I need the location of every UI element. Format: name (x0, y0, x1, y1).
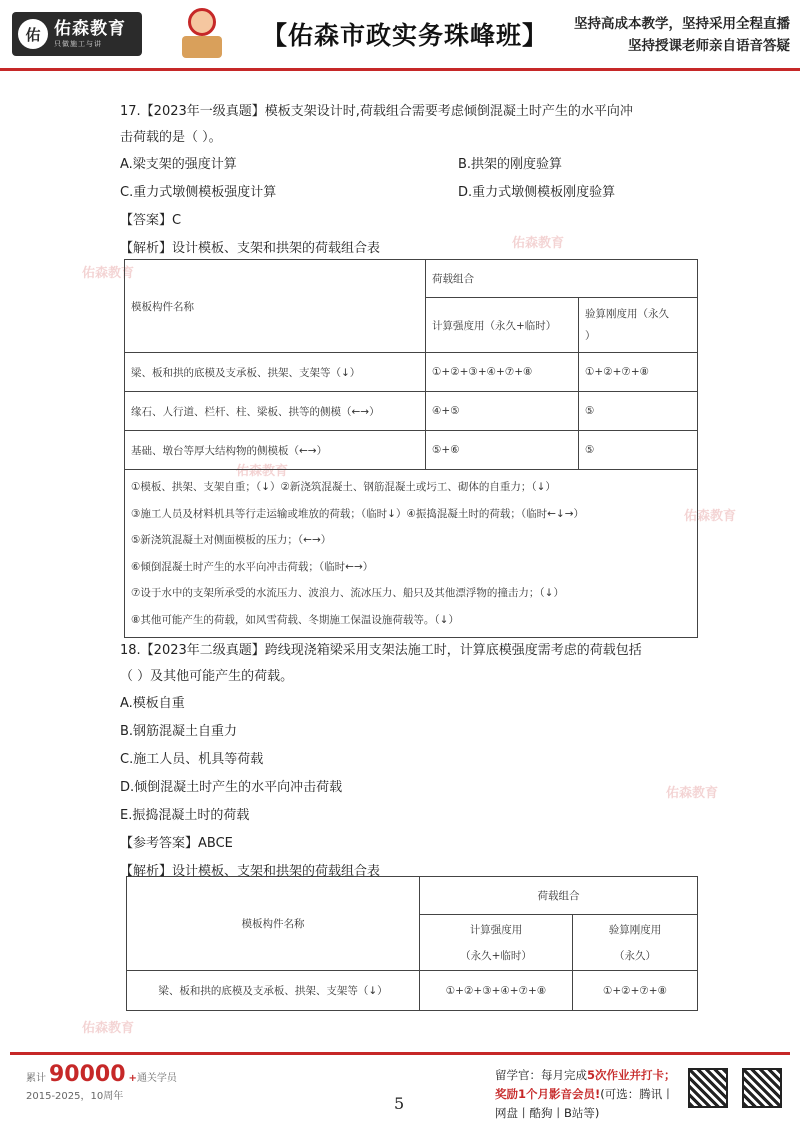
table2-header-stiffness-sub: （永久） (614, 949, 656, 962)
promo-highlight-1: 5次作业并打卡； (587, 1068, 676, 1082)
q17-option-a: A.梁支架的强度计算 (120, 157, 237, 172)
table2-header-strength-sub: （永久+临时） (460, 949, 532, 962)
table2-header-stiffness: 验算刚度用 (608, 923, 662, 936)
load-combination-table-2 (126, 876, 698, 1011)
watermark: 佑森教育 (684, 509, 737, 524)
table1-row2-name: 缘石、人行道、栏杆、柱、梁板、拱等的侧模（←→） (125, 392, 426, 431)
table1-note-3: ⑤新浇筑混凝土对侧面模板的压力；（←→） (131, 534, 332, 546)
table1-header-stiffness: 验算刚度用（永久 (585, 308, 669, 320)
table-row (127, 971, 698, 1011)
table1-note-2: ③施工人员及材料机具等行走运输或堆放的荷载；（临时↓）④振捣混凝土时的荷载；（临时←↓→） (131, 507, 585, 520)
table1-header-strength: 计算强度用（永久+临时） (426, 298, 579, 353)
load-combination-table-1 (124, 259, 698, 638)
q18-answer: 【参考答案】ABCE (120, 836, 233, 851)
page-number: 5 (394, 1094, 405, 1113)
q18-option-d: D.倾倒混凝土时产生的水平向冲击荷载 (120, 780, 343, 795)
table2-row1-name: 梁、板和拱的底模及支承板、拱架、支架等（↓） (127, 971, 420, 1011)
table1-row3-strength: ⑤+⑥ (426, 431, 579, 470)
q17-answer: 【答案】C (120, 213, 182, 228)
table1-note-1: ①模板、拱架、支架自重；（↓）②新浇筑混凝土、钢筋混凝土或圬工、砌体的自重力；（↓） (131, 481, 556, 493)
table-row (125, 353, 698, 392)
table-row (125, 431, 698, 470)
qr-code-icon[interactable] (688, 1068, 728, 1108)
q18-option-b: B.钢筋混凝土自重力 (120, 724, 238, 739)
table1-note-5: ⑦设于水中的支架所承受的水流压力、波浪力、流冰压力、船只及其他漂浮物的撞击力；（↓） (131, 587, 564, 599)
count-plus: + (128, 1073, 137, 1084)
slogan-line-2: 坚持授课老师亲自语音答疑 (628, 38, 790, 54)
logo-subtitle: 只做施工与讲 (54, 40, 102, 48)
table1-row3-stiffness: ⑤ (579, 431, 698, 470)
logo-mark-icon: 佑 (18, 19, 48, 49)
slogan-line-1: 坚持高成本教学，坚持采用全程直播 (574, 16, 790, 32)
promo-highlight-2: 奖励1个月影音会员! (495, 1087, 601, 1101)
table1-row2-stiffness: ⑤ (579, 392, 698, 431)
q18-stem-line1: 18.【2023年二级真题】跨线现浇箱梁采用支架法施工时，计算底模强度需考虑的荷载包括 (120, 643, 642, 658)
table1-header-stiffness-close: ） (585, 330, 596, 342)
table1-header-name: 模板构件名称 (125, 260, 426, 353)
watermark: 佑森教育 (512, 236, 565, 251)
q17-stem-line1: 17.【2023年一级真题】模板支架设计时,荷载组合需要考虑倾倒混凝土时产生的水平向冲 (120, 104, 633, 119)
q18-option-c: C.施工人员、机具等荷载 (120, 752, 264, 767)
table1-row1-name: 梁、板和拱的底模及支承板、拱架、支架等（↓） (125, 353, 426, 392)
watermark: 佑森教育 (82, 266, 135, 281)
logo-name: 佑森教育 (54, 19, 126, 39)
table1-header-group: 荷载组合 (426, 260, 698, 298)
q17-option-c: C.重力式墩侧模板强度计算 (120, 185, 277, 200)
header-title: 【佑森市政实务珠峰班】 (262, 21, 549, 50)
footer-stats (26, 1062, 177, 1102)
table1-note-4: ⑥倾倒混凝土时产生的水平向冲击荷载；（临时←→） (131, 560, 374, 573)
table-row (125, 392, 698, 431)
footer-promo (495, 1066, 685, 1123)
table1-note-6: ⑧其他可能产生的荷载，如风雪荷载、冬期施工保温设施荷载等。（↓） (131, 613, 459, 626)
table2-row1-strength: ①+②+③+④+⑦+⑧ (420, 971, 573, 1011)
q17-analysis: 【解析】设计模板、支架和拱架的荷载组合表 (120, 241, 381, 256)
student-count: 90000 (49, 1062, 126, 1087)
table1-row3-name: 基础、墩台等厚大结构物的侧模板（←→） (125, 431, 426, 470)
table2-header-strength: 计算强度用 (469, 923, 523, 936)
table1-notes (125, 470, 698, 638)
header-divider (0, 68, 800, 71)
question-17 (120, 99, 700, 263)
q17-option-d: D.重力式墩侧模板刚度验算 (458, 185, 616, 200)
q18-option-e: E.振捣混凝土时的荷载 (120, 808, 250, 823)
promo-tail: (可选：腾讯丨网盘丨酷狗丨B站等) (495, 1087, 674, 1120)
qr-code-icon[interactable] (742, 1068, 782, 1108)
question-18 (120, 638, 700, 886)
watermark: 佑森教育 (82, 1021, 135, 1036)
q17-stem-line2: 击荷载的是（ ）。 (120, 130, 222, 145)
page-header (0, 0, 800, 70)
q17-option-b: B.拱架的刚度验算 (458, 157, 563, 172)
promo-prefix: 留学官：每月完成 (495, 1068, 587, 1082)
count-prefix: 累计 (26, 1073, 46, 1084)
q18-option-a: A.模板自重 (120, 696, 185, 711)
table2-header-name: 模板构件名称 (127, 877, 420, 971)
table1-row2-strength: ④+⑤ (426, 392, 579, 431)
table2-row1-stiffness: ①+②+⑦+⑧ (573, 971, 698, 1011)
table1-row1-strength: ①+②+③+④+⑦+⑧ (426, 353, 579, 392)
watermark: 佑森教育 (236, 464, 289, 479)
watermark: 佑森教育 (666, 786, 719, 801)
footer-divider (10, 1052, 790, 1055)
count-suffix: 通关学员 (136, 1073, 177, 1084)
table1-row1-stiffness: ①+②+⑦+⑧ (579, 353, 698, 392)
mascot-icon (178, 8, 224, 60)
q18-analysis: 【解析】设计模板、支架和拱架的荷载组合表 (120, 864, 381, 879)
q18-stem-line2: （ ）及其他可能产生的荷载。 (120, 669, 294, 684)
anniversary-years: 2015-2025，10周年 (26, 1091, 124, 1102)
table2-header-group: 荷载组合 (420, 877, 698, 915)
brand-logo (12, 12, 142, 56)
